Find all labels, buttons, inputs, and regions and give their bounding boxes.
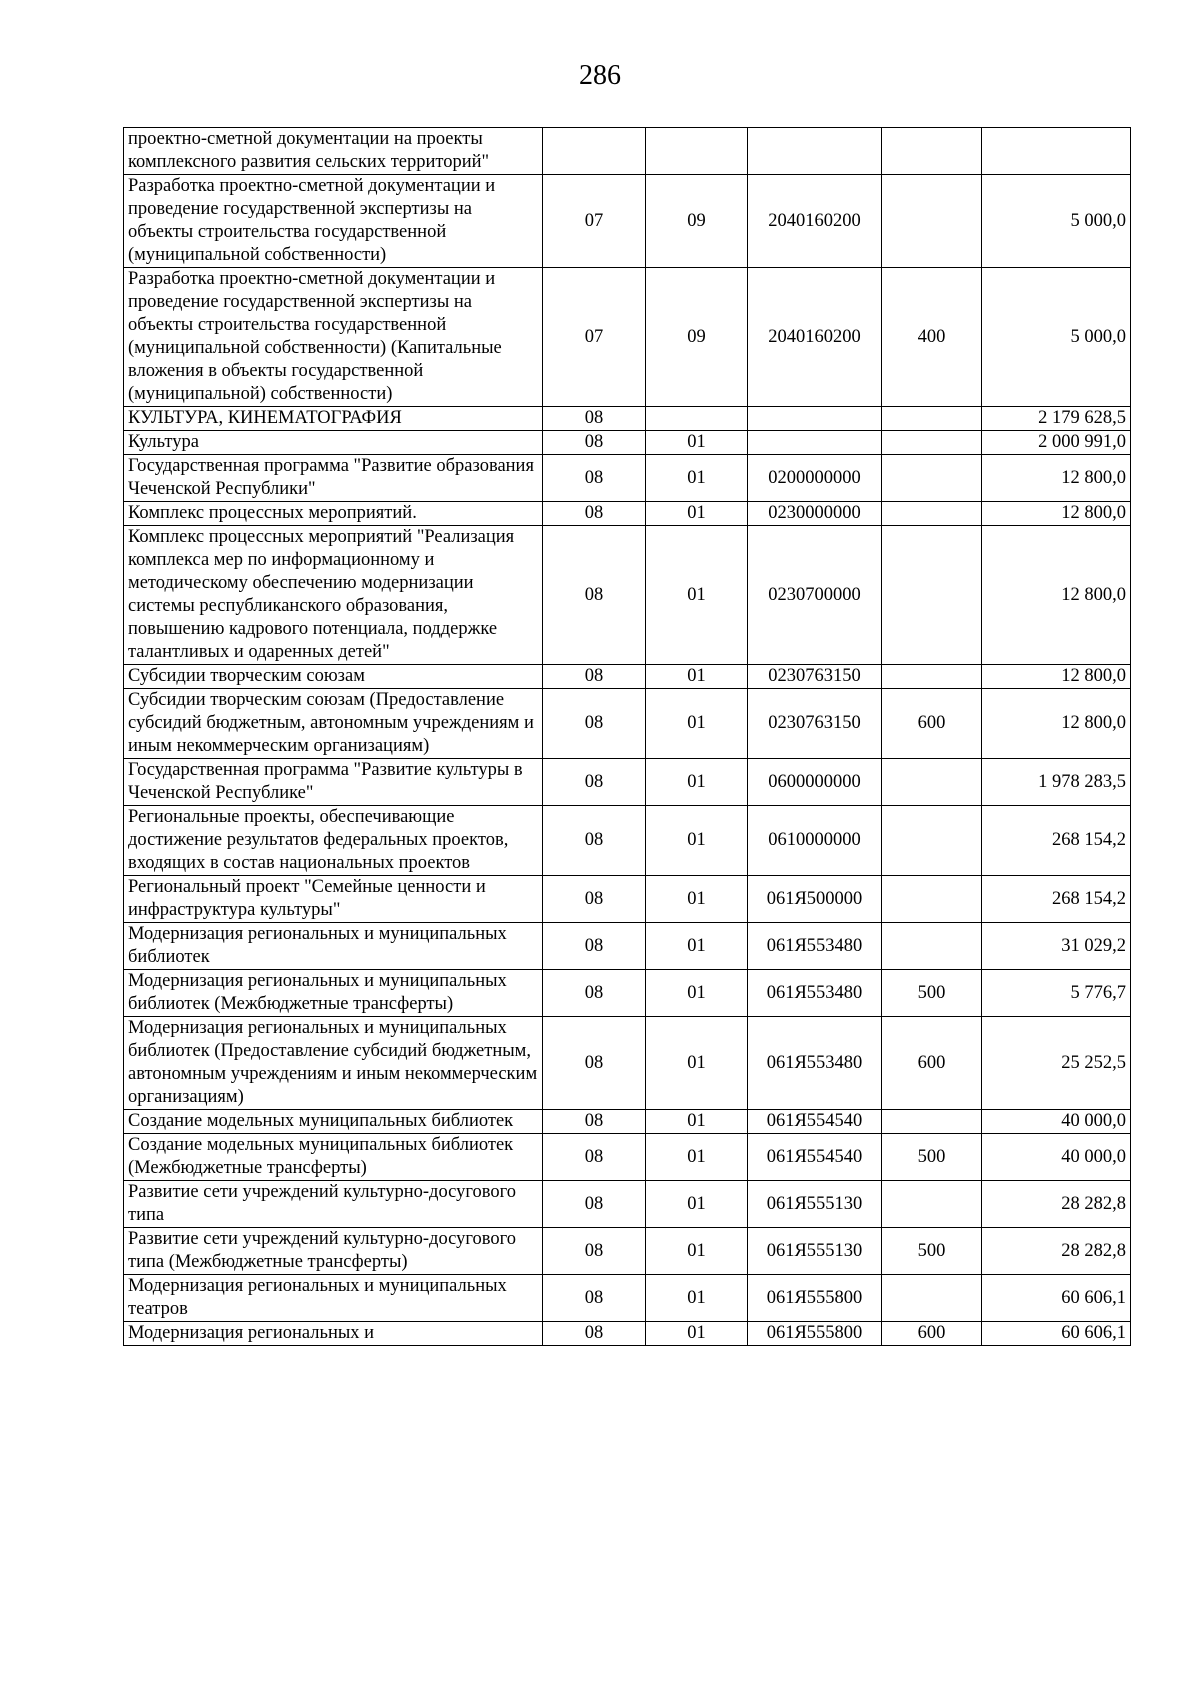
target-article-cell: 061Я555130 [748, 1181, 882, 1228]
section-code-cell: 08 [543, 502, 646, 526]
target-article-cell: 061Я554540 [748, 1134, 882, 1181]
section-code-cell: 07 [543, 175, 646, 268]
target-article-cell: 0230700000 [748, 526, 882, 665]
table-row [124, 1017, 1131, 1110]
amount-cell: 5 000,0 [982, 175, 1131, 268]
section-code-cell: 07 [543, 268, 646, 407]
section-code-cell: 08 [543, 526, 646, 665]
subsection-code-cell: 01 [646, 455, 748, 502]
item-name-cell: Модернизация региональных и [124, 1322, 543, 1346]
target-article-cell: 061Я555800 [748, 1322, 882, 1346]
expense-type-cell: 600 [882, 689, 982, 759]
table-row [124, 970, 1131, 1017]
item-name-cell: Модернизация региональных и муниципальных библиотек (Межбюджетные трансферты) [124, 970, 543, 1017]
amount-cell: 268 154,2 [982, 876, 1131, 923]
item-name-cell: Модернизация региональных и муниципальных театров [124, 1275, 543, 1322]
section-code-cell: 08 [543, 1322, 646, 1346]
table-row [124, 128, 1131, 175]
item-name-cell: Развитие сети учреждений культурно-досугового типа (Межбюджетные трансферты) [124, 1228, 543, 1275]
item-name-cell: Создание модельных муниципальных библиотек [124, 1110, 543, 1134]
amount-cell: 12 800,0 [982, 689, 1131, 759]
table-row [124, 1134, 1131, 1181]
table-row [124, 407, 1131, 431]
section-code-cell: 08 [543, 431, 646, 455]
amount-cell: 2 000 991,0 [982, 431, 1131, 455]
section-code-cell: 08 [543, 1134, 646, 1181]
table-row [124, 689, 1131, 759]
subsection-code-cell: 01 [646, 1228, 748, 1275]
subsection-code-cell: 01 [646, 1181, 748, 1228]
item-name-cell: Модернизация региональных и муниципальных библиотек [124, 923, 543, 970]
section-code-cell: 08 [543, 1275, 646, 1322]
amount-cell [982, 128, 1131, 175]
expense-type-cell [882, 1110, 982, 1134]
section-code-cell: 08 [543, 1228, 646, 1275]
expense-type-cell [882, 1181, 982, 1228]
target-article-cell: 0230763150 [748, 689, 882, 759]
section-code-cell: 08 [543, 876, 646, 923]
item-name-cell: Разработка проектно-сметной документации и проведение государственной экспертизы на объекты строительства государственной (муниципальной собственности) (Капитальные вложения в объекты государственной (муниципальной) собственности) [124, 268, 543, 407]
amount-cell: 60 606,1 [982, 1275, 1131, 1322]
amount-cell: 2 179 628,5 [982, 407, 1131, 431]
section-code-cell: 08 [543, 970, 646, 1017]
subsection-code-cell: 01 [646, 689, 748, 759]
expense-type-cell [882, 128, 982, 175]
expense-type-cell: 500 [882, 1228, 982, 1275]
amount-cell: 60 606,1 [982, 1322, 1131, 1346]
subsection-code-cell: 01 [646, 1110, 748, 1134]
subsection-code-cell: 01 [646, 970, 748, 1017]
table-row [124, 1275, 1131, 1322]
section-code-cell: 08 [543, 1181, 646, 1228]
table-row [124, 431, 1131, 455]
subsection-code-cell: 01 [646, 1275, 748, 1322]
subsection-code-cell: 09 [646, 175, 748, 268]
table-row [124, 665, 1131, 689]
item-name-cell: Комплекс процессных мероприятий. [124, 502, 543, 526]
subsection-code-cell: 01 [646, 876, 748, 923]
target-article-cell: 061Я555130 [748, 1228, 882, 1275]
section-code-cell [543, 128, 646, 175]
amount-cell: 25 252,5 [982, 1017, 1131, 1110]
table-row [124, 1322, 1131, 1346]
item-name-cell: Модернизация региональных и муниципальных библиотек (Предоставление субсидий бюджетным, автономным учреждениям и иным некоммерческим организациям) [124, 1017, 543, 1110]
amount-cell: 12 800,0 [982, 665, 1131, 689]
expense-type-cell: 500 [882, 970, 982, 1017]
budget-table-body [124, 128, 1131, 1346]
table-row [124, 1181, 1131, 1228]
subsection-code-cell: 01 [646, 923, 748, 970]
page-number: 286 [579, 60, 621, 91]
target-article-cell: 2040160200 [748, 175, 882, 268]
subsection-code-cell: 01 [646, 1134, 748, 1181]
table-row [124, 268, 1131, 407]
section-code-cell: 08 [543, 407, 646, 431]
table-row [124, 923, 1131, 970]
table-row [124, 1228, 1131, 1275]
amount-cell: 31 029,2 [982, 923, 1131, 970]
section-code-cell: 08 [543, 759, 646, 806]
item-name-cell: Субсидии творческим союзам (Предоставление субсидий бюджетным, автономным учреждениям и иным некоммерческим организациям) [124, 689, 543, 759]
table-row [124, 502, 1131, 526]
amount-cell: 1 978 283,5 [982, 759, 1131, 806]
budget-table [123, 127, 1131, 1346]
subsection-code-cell: 01 [646, 1322, 748, 1346]
expense-type-cell [882, 526, 982, 665]
item-name-cell: Разработка проектно-сметной документации и проведение государственной экспертизы на объекты строительства государственной (муниципальной собственности) [124, 175, 543, 268]
item-name-cell: Субсидии творческим союзам [124, 665, 543, 689]
target-article-cell: 061Я553480 [748, 1017, 882, 1110]
target-article-cell: 0230000000 [748, 502, 882, 526]
target-article-cell: 061Я553480 [748, 970, 882, 1017]
expense-type-cell [882, 876, 982, 923]
subsection-code-cell: 01 [646, 502, 748, 526]
amount-cell: 5 000,0 [982, 268, 1131, 407]
item-name-cell: Комплекс процессных мероприятий "Реализация комплекса мер по информационному и методическому обеспечению модернизации системы республиканского образования, повышению кадрового потенциала, поддержке талантливых и одаренных детей" [124, 526, 543, 665]
expense-type-cell [882, 407, 982, 431]
target-article-cell [748, 431, 882, 455]
table-row [124, 876, 1131, 923]
amount-cell: 12 800,0 [982, 502, 1131, 526]
target-article-cell: 061Я500000 [748, 876, 882, 923]
expense-type-cell [882, 759, 982, 806]
item-name-cell: Создание модельных муниципальных библиотек (Межбюджетные трансферты) [124, 1134, 543, 1181]
item-name-cell: КУЛЬТУРА, КИНЕМАТОГРАФИЯ [124, 407, 543, 431]
item-name-cell: Региональный проект "Семейные ценности и инфраструктура культуры" [124, 876, 543, 923]
expense-type-cell [882, 455, 982, 502]
target-article-cell: 0600000000 [748, 759, 882, 806]
section-code-cell: 08 [543, 806, 646, 876]
item-name-cell: Государственная программа "Развитие образования Чеченской Республики" [124, 455, 543, 502]
table-row [124, 1110, 1131, 1134]
subsection-code-cell: 01 [646, 431, 748, 455]
table-row [124, 455, 1131, 502]
target-article-cell: 0610000000 [748, 806, 882, 876]
item-name-cell: Региональные проекты, обеспечивающие достижение результатов федеральных проектов, входящих в состав национальных проектов [124, 806, 543, 876]
target-article-cell: 0230763150 [748, 665, 882, 689]
amount-cell: 268 154,2 [982, 806, 1131, 876]
section-code-cell: 08 [543, 1110, 646, 1134]
subsection-code-cell: 09 [646, 268, 748, 407]
expense-type-cell [882, 175, 982, 268]
subsection-code-cell: 01 [646, 1017, 748, 1110]
item-name-cell: проектно-сметной документации на проекты комплексного развития сельских территорий" [124, 128, 543, 175]
amount-cell: 5 776,7 [982, 970, 1131, 1017]
item-name-cell: Культура [124, 431, 543, 455]
expense-type-cell: 400 [882, 268, 982, 407]
section-code-cell: 08 [543, 1017, 646, 1110]
subsection-code-cell: 01 [646, 526, 748, 665]
subsection-code-cell: 01 [646, 665, 748, 689]
item-name-cell: Государственная программа "Развитие культуры в Чеченской Республике" [124, 759, 543, 806]
section-code-cell: 08 [543, 689, 646, 759]
amount-cell: 12 800,0 [982, 455, 1131, 502]
target-article-cell [748, 407, 882, 431]
expense-type-cell [882, 431, 982, 455]
section-code-cell: 08 [543, 923, 646, 970]
section-code-cell: 08 [543, 665, 646, 689]
item-name-cell: Развитие сети учреждений культурно-досугового типа [124, 1181, 543, 1228]
target-article-cell: 0200000000 [748, 455, 882, 502]
subsection-code-cell: 01 [646, 806, 748, 876]
expense-type-cell [882, 1275, 982, 1322]
target-article-cell: 061Я555800 [748, 1275, 882, 1322]
table-row [124, 526, 1131, 665]
section-code-cell: 08 [543, 455, 646, 502]
expense-type-cell: 600 [882, 1017, 982, 1110]
expense-type-cell [882, 502, 982, 526]
amount-cell: 40 000,0 [982, 1134, 1131, 1181]
subsection-code-cell [646, 407, 748, 431]
expense-type-cell [882, 806, 982, 876]
amount-cell: 28 282,8 [982, 1181, 1131, 1228]
table-row [124, 759, 1131, 806]
table-row [124, 175, 1131, 268]
target-article-cell: 061Я554540 [748, 1110, 882, 1134]
expense-type-cell [882, 665, 982, 689]
expense-type-cell [882, 923, 982, 970]
amount-cell: 12 800,0 [982, 526, 1131, 665]
target-article-cell [748, 128, 882, 175]
amount-cell: 40 000,0 [982, 1110, 1131, 1134]
subsection-code-cell: 01 [646, 759, 748, 806]
subsection-code-cell [646, 128, 748, 175]
expense-type-cell: 600 [882, 1322, 982, 1346]
expense-type-cell: 500 [882, 1134, 982, 1181]
target-article-cell: 2040160200 [748, 268, 882, 407]
amount-cell: 28 282,8 [982, 1228, 1131, 1275]
target-article-cell: 061Я553480 [748, 923, 882, 970]
table-row [124, 806, 1131, 876]
